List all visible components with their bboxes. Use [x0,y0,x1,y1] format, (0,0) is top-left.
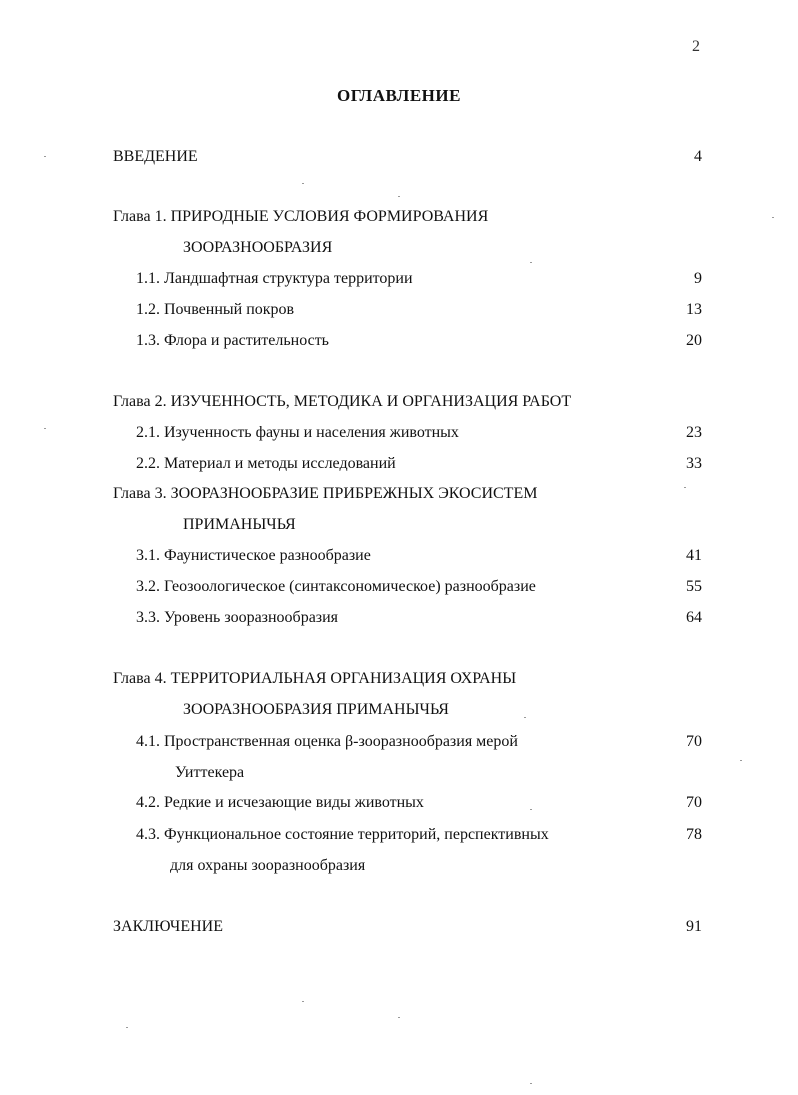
toc-item-2-1[interactable]: 2.1. Изученность фауны и населения животных [136,424,459,441]
toc-item-1-3-page: 20 [686,332,702,349]
chapter4-title[interactable]: Глава 4. ТЕРРИТОРИАЛЬНАЯ ОРГАНИЗАЦИЯ ОХРАНЫ [113,670,517,687]
toc-title: ОГЛАВЛЕНИЕ [337,86,461,105]
toc-item-4-3-page: 78 [686,826,702,843]
chapter3-title-cont: ПРИМАНЫЧЬЯ [183,516,296,533]
toc-item-1-3[interactable]: 1.3. Флора и растительность [136,332,329,349]
toc-item-4-1-page: 70 [686,733,702,750]
toc-item-4-1-cont: Уиттекера [175,764,245,781]
toc-intro-page: 4 [694,148,702,165]
scan-speck [44,156,46,157]
toc-item-1-2[interactable]: 1.2. Почвенный покров [136,301,295,318]
toc-item-1-1-page: 9 [694,270,702,287]
scan-speck [530,1083,532,1084]
scan-speck [684,487,686,488]
toc-item-4-1[interactable]: 4.1. Пространственная оценка β-зооразнообразия мерой [136,733,518,750]
chapter2-title[interactable]: Глава 2. ИЗУЧЕННОСТЬ, МЕТОДИКА И ОРГАНИЗАЦИЯ РАБОТ [113,393,572,410]
scan-speck [772,217,774,218]
scan-speck [530,809,532,810]
scan-speck [302,183,304,184]
toc-item-3-2[interactable]: 3.2. Геозоологическое (синтаксономическое) разнообразие [136,578,536,595]
scan-speck [126,1027,128,1028]
chapter3-title[interactable]: Глава 3. ЗООРАЗНООБРАЗИЕ ПРИБРЕЖНЫХ ЭКОСИСТЕМ [113,485,538,502]
scan-speck [44,428,46,429]
scan-speck [398,196,400,197]
scan-speck [302,1001,304,1002]
toc-conclusion-page: 91 [686,918,702,935]
toc-item-3-2-page: 55 [686,578,702,595]
chapter1-title-cont: ЗООРАЗНООБРАЗИЯ [183,239,333,256]
toc-item-4-3-cont: для охраны зооразнообразия [170,857,366,874]
toc-item-1-2-page: 13 [686,301,702,318]
toc-item-3-3-page: 64 [686,609,702,626]
scan-speck [740,760,742,761]
scan-speck [398,1017,400,1018]
toc-item-3-1[interactable]: 3.1. Фаунистическое разнообразие [136,547,371,564]
toc-intro-label[interactable]: ВВЕДЕНИЕ [113,148,198,165]
toc-item-4-2[interactable]: 4.2. Редкие и исчезающие виды животных [136,794,424,811]
toc-item-2-1-page: 23 [686,424,702,441]
toc-item-3-1-page: 41 [686,547,702,564]
page-number: 2 [692,38,700,55]
toc-item-4-3[interactable]: 4.3. Функциональное состояние территорий, перспективных [136,826,549,843]
toc-item-2-2-page: 33 [686,455,702,472]
toc-item-2-2[interactable]: 2.2. Материал и методы исследований [136,455,396,472]
scan-speck [524,717,526,718]
toc-item-4-2-page: 70 [686,794,702,811]
toc-item-3-3[interactable]: 3.3. Уровень зооразнообразия [136,609,339,626]
scan-speck [530,262,532,263]
chapter4-title-cont: ЗООРАЗНООБРАЗИЯ ПРИМАНЫЧЬЯ [183,701,449,718]
chapter1-title[interactable]: Глава 1. ПРИРОДНЫЕ УСЛОВИЯ ФОРМИРОВАНИЯ [113,208,489,225]
toc-item-1-1[interactable]: 1.1. Ландшафтная структура территории [136,270,413,287]
toc-conclusion-label[interactable]: ЗАКЛЮЧЕНИЕ [113,918,223,935]
